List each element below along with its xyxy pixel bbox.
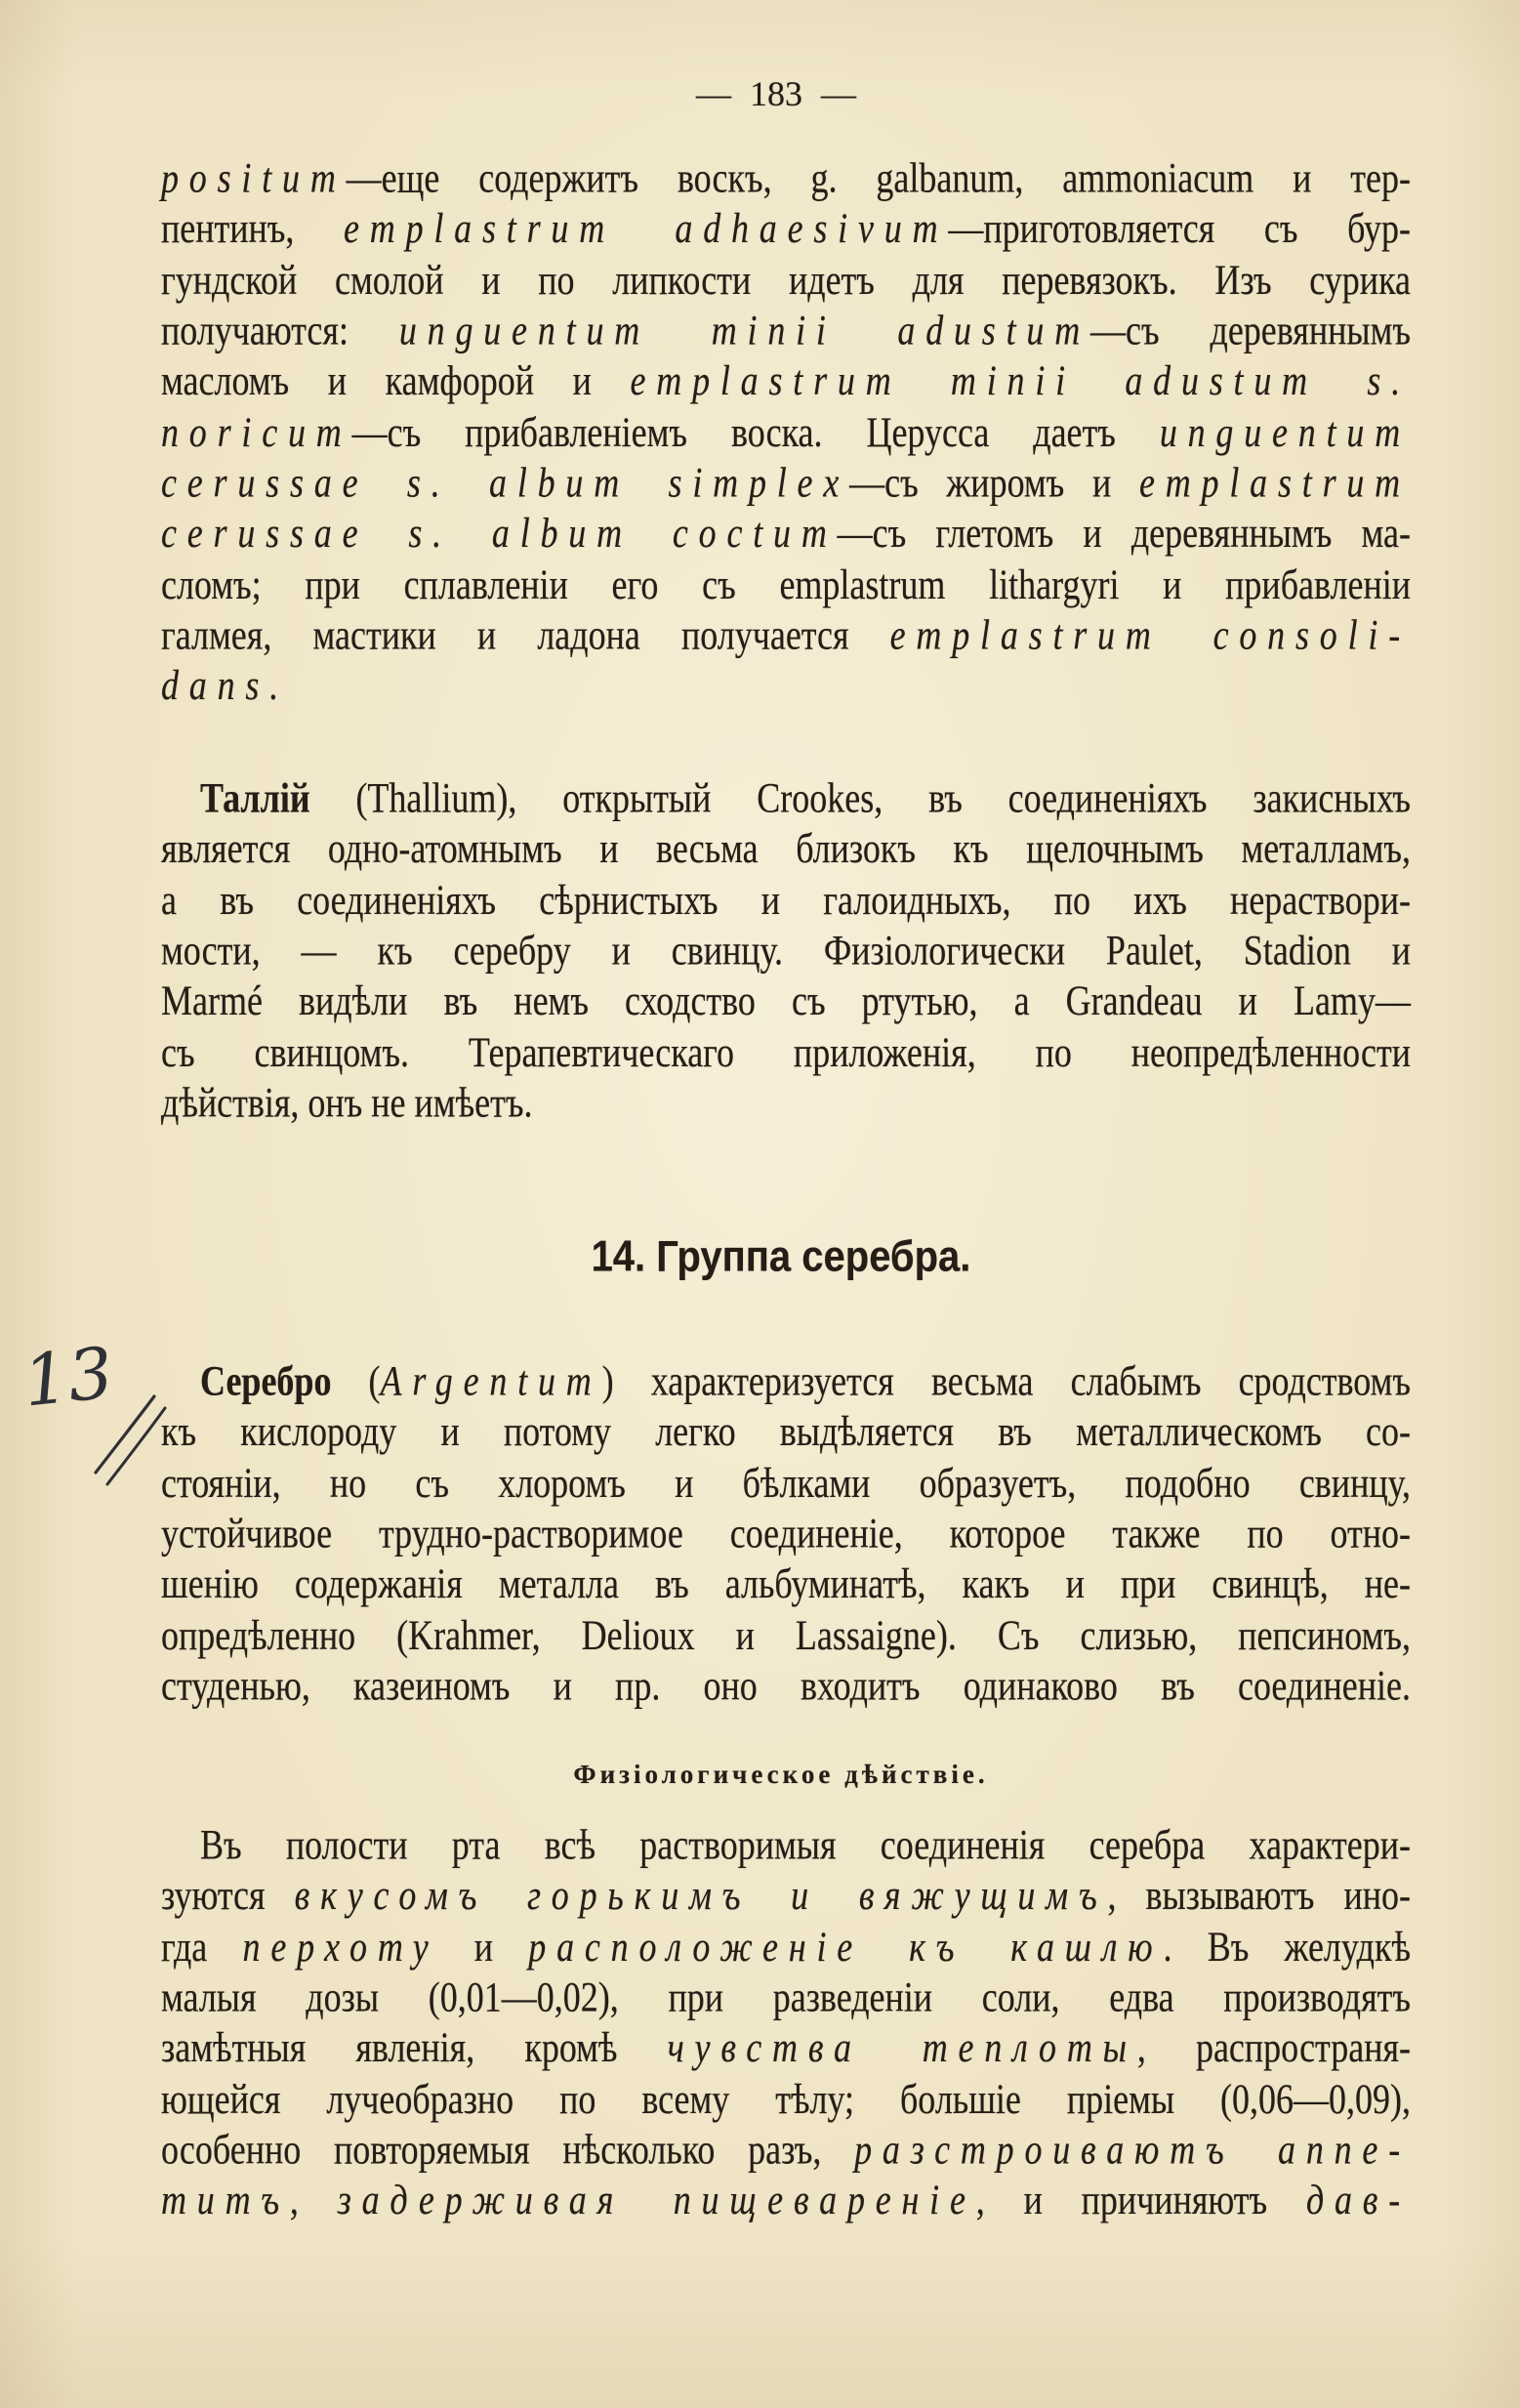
text-line xyxy=(161,1027,1411,1078)
spaced-italic-term: unguentum minii adustum xyxy=(398,307,1091,354)
text-line xyxy=(161,407,1411,458)
text-run: пентинъ, xyxy=(161,205,344,253)
text-run: шенію содержанія металла въ альбуминатѣ, какъ и при свинцѣ, не- xyxy=(161,1560,1411,1608)
text-line xyxy=(161,610,1411,661)
paragraph-silver xyxy=(161,1356,1411,1712)
spaced-italic-term: emplastrum adhaesivum xyxy=(344,205,949,253)
text-run: (Thallium), открытый Crookes, въ соединеніяхъ закисныхъ xyxy=(309,774,1411,822)
bold-term: Серебро xyxy=(200,1357,332,1405)
text-run: съ свинцомъ. Терапевтическаго приложенія, по неопредѣленности xyxy=(161,1028,1411,1076)
text-run: дѣйствія, онъ не имѣетъ. xyxy=(161,1079,533,1127)
text-run: зуются xyxy=(161,1872,295,1920)
text-run: и xyxy=(438,1923,529,1971)
text-line xyxy=(161,1407,1411,1458)
text-line xyxy=(161,255,1411,306)
text-run: —съ прибавленіемъ воска. Церусса даетъ xyxy=(351,408,1160,456)
spaced-italic-term: emplastrum xyxy=(1138,459,1411,507)
spaced-italic-term: перхоту xyxy=(242,1923,439,1971)
handwritten-slash-strokes xyxy=(0,1338,176,1504)
text-run: получаются: xyxy=(161,307,399,354)
text-line xyxy=(161,2023,1411,2074)
text-run: ющейся лучеобразно по всему тѣлу; большіе пріемы (0,06—0,09), xyxy=(161,2075,1411,2123)
text-run: мости, — къ серебру и свинцу. Физіологически Paulet, Stadion и xyxy=(161,927,1411,975)
text-run: ( xyxy=(331,1357,381,1405)
spaced-italic-term: cerussae s. album simplex xyxy=(161,459,850,507)
text-run: . Въ желудкѣ xyxy=(1163,1923,1411,1971)
text-run: Въ полости рта всѣ растворимыя соединенія серебра характери- xyxy=(200,1821,1411,1869)
text-run: —приготовляется съ бур- xyxy=(948,205,1412,253)
text-run: опредѣленно (Krahmer, Delioux и Lassaigne). Съ слизью, пепсиномъ, xyxy=(161,1611,1411,1659)
page-number: — 183 — xyxy=(696,74,856,113)
text-line xyxy=(161,773,1411,824)
text-line xyxy=(161,1820,1411,1871)
text-line xyxy=(161,1458,1411,1509)
paragraph-thallium xyxy=(161,773,1411,1129)
text-line xyxy=(161,1356,1411,1407)
spaced-italic-term: чувства теплоты xyxy=(667,2024,1137,2072)
text-run: —съ жиромъ и xyxy=(849,459,1139,507)
text-run: устойчивое трудно-растворимое соединеніе, которое также по отно- xyxy=(161,1510,1411,1557)
text-line xyxy=(161,2125,1411,2176)
spaced-italic-term: emplastrum consoli- xyxy=(889,611,1411,659)
text-run: гундской смолой и по липкости идетъ для перевязокъ. Изъ сурика xyxy=(161,256,1411,304)
spaced-italic-term: дав- xyxy=(1305,2177,1412,2224)
text-run: —еще содержитъ воскъ, g. galbanum, ammoniacum и тер- xyxy=(346,154,1411,202)
text-line xyxy=(161,1661,1411,1712)
text-line xyxy=(161,1078,1411,1129)
spaced-italic-term: cerussae s. album coctum xyxy=(161,510,838,558)
spaced-italic-term: dans. xyxy=(161,662,290,710)
subsection-heading: Физіологическое дѣйствіе. xyxy=(573,1760,989,1789)
text-line xyxy=(161,976,1411,1027)
spaced-italic-term: emplastrum minii adustum s. xyxy=(630,357,1411,405)
text-run: малыя дозы (0,01—0,02), при разведеніи соли, едва производятъ xyxy=(161,1973,1411,2021)
spaced-italic-term: разстроиваютъ аппе- xyxy=(854,2126,1411,2174)
text-run: замѣтныя явленія, кромѣ xyxy=(161,2024,668,2072)
spaced-italic-term: Argentum xyxy=(380,1357,602,1405)
text-line xyxy=(161,1610,1411,1661)
text-run: студенью, казеиномъ и пр. оно входитъ одинаково въ соединеніе. xyxy=(161,1662,1411,1710)
text-run: —съ деревяннымъ xyxy=(1090,307,1411,354)
text-run: , вызываютъ ино- xyxy=(1107,1872,1411,1920)
text-line xyxy=(161,560,1411,610)
bold-term: Таллій xyxy=(200,774,310,822)
text-run: особенно повторяемыя нѣсколько разъ, xyxy=(161,2126,855,2174)
text-line xyxy=(161,661,1411,712)
text-run: сломъ; при сплавленіи его съ emplastrum lithargyri и прибавленіи xyxy=(161,560,1411,608)
text-run: является одно-атомнымъ и весьма близокъ къ щелочнымъ металламъ, xyxy=(161,825,1411,873)
text-line xyxy=(161,153,1411,204)
text-line xyxy=(161,824,1411,875)
spaced-italic-term: noricum xyxy=(161,408,352,456)
text-line xyxy=(161,509,1411,560)
text-line xyxy=(161,1559,1411,1610)
text-run: гда xyxy=(161,1923,243,1971)
text-line xyxy=(161,875,1411,926)
spaced-italic-term: задерживая пищевареніе xyxy=(337,2177,976,2224)
section-heading: 14. Группа серебра. xyxy=(591,1232,971,1281)
text-line xyxy=(161,204,1411,255)
text-run: Marmé видѣли въ немъ сходство съ ртутью, а Grandeau и Lamy— xyxy=(161,977,1411,1025)
text-line xyxy=(161,1972,1411,2023)
text-line xyxy=(161,2074,1411,2125)
spaced-italic-term: вкусомъ горькимъ и вяжущимъ xyxy=(294,1872,1108,1920)
text-run: , распространя- xyxy=(1136,2024,1412,2072)
text-run: , xyxy=(289,2177,338,2224)
paragraph-physiological-action xyxy=(161,1820,1411,2226)
text-run: а въ соединеніяхъ сѣрнистыхъ и галоидныхъ, по ихъ нераствори- xyxy=(161,876,1411,924)
handwritten-margin-number: 13 xyxy=(19,1331,117,1423)
paragraph-plasters-continued xyxy=(161,153,1411,712)
text-line xyxy=(161,1922,1411,1972)
spaced-italic-term: титъ xyxy=(161,2177,290,2224)
text-line xyxy=(161,1509,1411,1559)
text-run: масломъ и камфорой и xyxy=(161,357,631,405)
spaced-italic-term: расположеніе къ кашлю xyxy=(528,1923,1164,1971)
text-line xyxy=(161,356,1411,407)
text-line xyxy=(161,2176,1411,2226)
text-line xyxy=(161,458,1411,509)
text-line xyxy=(161,1871,1411,1922)
spaced-italic-term: unguentum xyxy=(1159,408,1411,456)
text-run: стояніи, но съ хлоромъ и бѣлками образуетъ, подобно свинцу, xyxy=(161,1459,1411,1507)
text-run: ) характеризуется весьма слабымъ сродствомъ xyxy=(601,1357,1411,1405)
text-line xyxy=(161,926,1411,976)
spaced-italic-term: positum xyxy=(161,154,347,202)
text-run: —съ глетомъ и деревяннымъ ма- xyxy=(837,510,1411,558)
text-run: , и причиняютъ xyxy=(975,2177,1306,2224)
text-line xyxy=(161,306,1411,356)
text-run: галмея, мастики и ладона получается xyxy=(161,611,890,659)
text-run: къ кислороду и потому легко выдѣляется въ металлическомъ со- xyxy=(161,1408,1411,1456)
